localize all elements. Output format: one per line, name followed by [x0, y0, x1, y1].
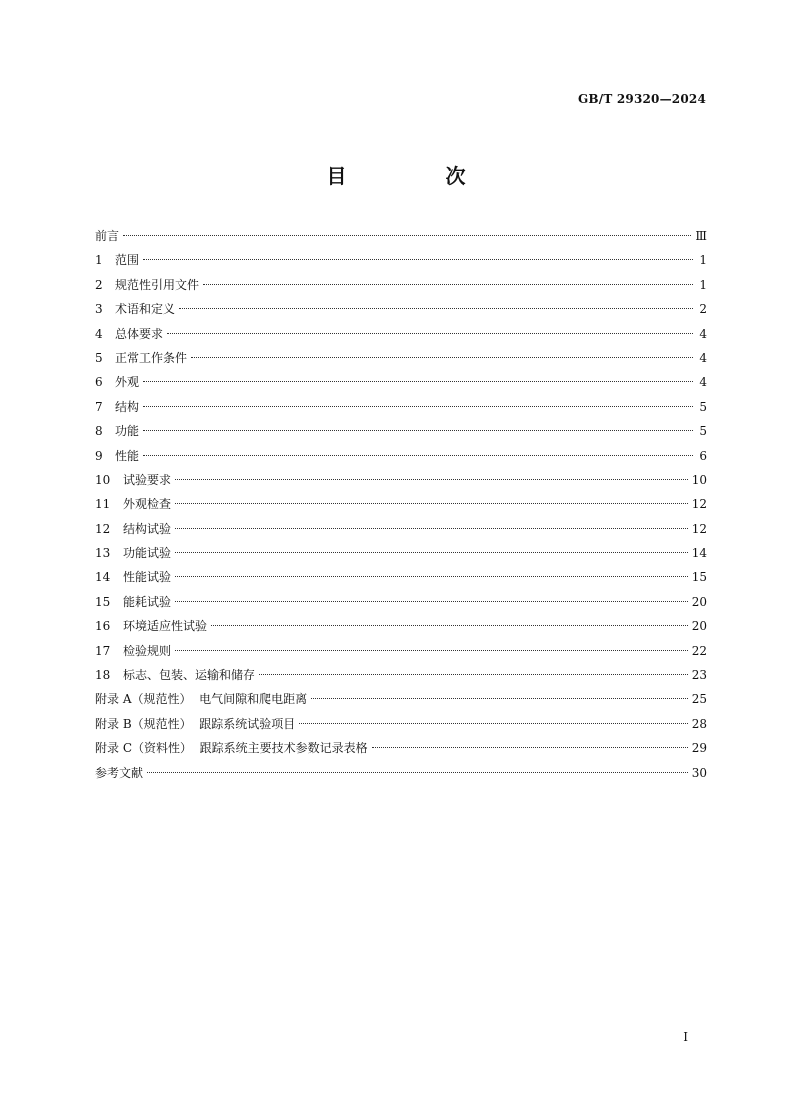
toc-dot-leader	[147, 772, 688, 773]
toc-dot-leader	[175, 528, 688, 529]
toc-entry-label: 附录 B（规范性） 跟踪系统试验项目	[95, 716, 296, 731]
toc-dot-leader	[175, 503, 688, 504]
toc-entry-number: 3	[95, 302, 103, 317]
toc-entry-page: 20	[691, 619, 707, 634]
standard-code: GB/T 29320—2024	[577, 92, 706, 106]
toc-entry[interactable]	[95, 594, 707, 618]
toc-entry-label: 试验要求	[123, 472, 172, 487]
toc-entry-label: 正常工作条件	[115, 350, 188, 365]
toc-dot-leader	[143, 406, 693, 407]
toc-entry-number: 16	[95, 619, 111, 634]
toc-entry[interactable]	[95, 399, 707, 423]
toc-entry-number: 10	[95, 472, 111, 487]
toc-entry-number: 8	[95, 424, 103, 439]
toc-entry[interactable]	[95, 423, 707, 447]
toc-entry-number: 4	[95, 326, 103, 341]
toc-dot-leader	[167, 333, 693, 334]
toc-entry-label: 附录 A（规范性） 电气间隙和爬电距离	[95, 692, 308, 707]
page-title: 目 次	[326, 164, 512, 188]
toc-entry-number: 5	[95, 350, 103, 365]
toc-entry-number: 15	[95, 594, 111, 609]
toc-entry-number: 9	[95, 448, 103, 463]
toc-dot-leader	[143, 259, 693, 260]
toc-entry[interactable]	[95, 326, 707, 350]
toc-entry[interactable]	[95, 545, 707, 569]
toc-entry-label: 功能试验	[123, 546, 172, 561]
toc-entry-label: 性能试验	[123, 570, 172, 585]
toc-entry[interactable]	[95, 350, 707, 374]
toc-entry-page: 4	[699, 350, 707, 365]
toc-entry[interactable]	[95, 765, 707, 789]
toc-entry[interactable]	[95, 277, 707, 301]
toc-dot-leader	[191, 357, 693, 358]
toc-entry-page: 6	[699, 448, 707, 463]
toc-entry-page: 12	[691, 521, 707, 536]
toc-entry-label: 结构	[115, 399, 140, 414]
toc-entry[interactable]	[95, 667, 707, 691]
toc-entry-label: 检验规则	[123, 643, 172, 658]
toc-dot-leader	[123, 235, 691, 236]
toc-entry-label: 外观检查	[123, 497, 172, 512]
toc-entry-page: 20	[691, 594, 707, 609]
toc-dot-leader	[299, 723, 687, 724]
toc-dot-leader	[175, 601, 688, 602]
page-number: I	[683, 1030, 688, 1044]
toc-entry-page: 1	[699, 277, 707, 292]
toc-entry-label: 性能	[115, 448, 140, 463]
toc-entry[interactable]	[95, 374, 707, 398]
toc-entry[interactable]	[95, 569, 707, 593]
toc-entry-label: 环境适应性试验	[123, 619, 208, 634]
toc-dot-leader	[179, 308, 693, 309]
toc-entry-page: 22	[691, 643, 707, 658]
toc-entry-number: 7	[95, 399, 103, 414]
toc-dot-leader	[372, 747, 688, 748]
toc-entry-page: 1	[699, 253, 707, 268]
toc-entry-number: 17	[95, 643, 111, 658]
toc-entry-page: 4	[699, 326, 707, 341]
toc-entry-label: 附录 C（资料性） 跟踪系统主要技术参数记录表格	[95, 741, 368, 756]
toc-dot-leader	[143, 455, 693, 456]
toc-dot-leader	[175, 479, 688, 480]
toc-dot-leader	[175, 552, 688, 553]
toc-entry-number: 6	[95, 375, 103, 390]
toc-entry[interactable]	[95, 740, 707, 764]
toc-entry-label: 参考文献	[95, 765, 144, 780]
toc-dot-leader	[175, 576, 688, 577]
toc-entry[interactable]	[95, 496, 707, 520]
toc-entry-page: 4	[699, 375, 707, 390]
toc-entry-page: 30	[691, 765, 707, 780]
toc-entry[interactable]	[95, 448, 707, 472]
toc-entry-number: 2	[95, 277, 103, 292]
toc-entry-page: 28	[691, 716, 707, 731]
toc-entry[interactable]	[95, 301, 707, 325]
toc-dot-leader	[175, 650, 688, 651]
toc-entry-label: 总体要求	[115, 326, 164, 341]
toc-entry-number: 13	[95, 546, 111, 561]
toc-entry-number: 1	[95, 253, 103, 268]
toc-entry[interactable]	[95, 691, 707, 715]
toc-entry[interactable]	[95, 472, 707, 496]
toc-entry-page: 29	[691, 741, 707, 756]
toc-entry-label: 结构试验	[123, 521, 172, 536]
toc-entry-page: 5	[699, 424, 707, 439]
toc-dot-leader	[311, 698, 688, 699]
toc-entry-number: 14	[95, 570, 111, 585]
toc-entry-page: 15	[691, 570, 707, 585]
toc-entry-label: 前言	[95, 229, 120, 243]
toc-entry[interactable]	[95, 228, 707, 252]
toc-entry[interactable]	[95, 521, 707, 545]
toc-entry-page: 14	[691, 546, 707, 561]
toc-entry[interactable]	[95, 716, 707, 740]
toc-entry[interactable]	[95, 618, 707, 642]
toc-dot-leader	[203, 284, 693, 285]
toc-entry-label: 术语和定义	[115, 302, 176, 317]
toc-entry-label: 功能	[115, 424, 140, 439]
toc-dot-leader	[143, 430, 693, 431]
toc-entry[interactable]	[95, 643, 707, 667]
toc-dot-leader	[143, 381, 693, 382]
toc-entry[interactable]	[95, 252, 707, 276]
toc-dot-leader	[211, 625, 688, 626]
toc-entry-number: 12	[95, 521, 111, 536]
toc-entry-page: 12	[691, 497, 707, 512]
toc-entry-label: 能耗试验	[123, 594, 172, 609]
toc-entry-label: 范围	[115, 253, 140, 268]
toc-entry-page: 23	[691, 668, 707, 683]
toc-entry-number: 11	[95, 497, 111, 512]
toc-entry-page: 25	[691, 692, 707, 707]
toc-entry-page: 2	[699, 302, 707, 317]
table-of-contents	[95, 228, 707, 789]
toc-entry-label: 规范性引用文件	[115, 277, 200, 292]
toc-entry-label: 标志、包装、运输和储存	[123, 668, 256, 683]
toc-dot-leader	[259, 674, 688, 675]
toc-entry-page: 10	[691, 472, 707, 487]
toc-entry-label: 外观	[115, 375, 140, 390]
toc-entry-page: 5	[699, 399, 707, 414]
toc-entry-page: Ⅲ	[695, 229, 707, 243]
toc-entry-number: 18	[95, 668, 111, 683]
